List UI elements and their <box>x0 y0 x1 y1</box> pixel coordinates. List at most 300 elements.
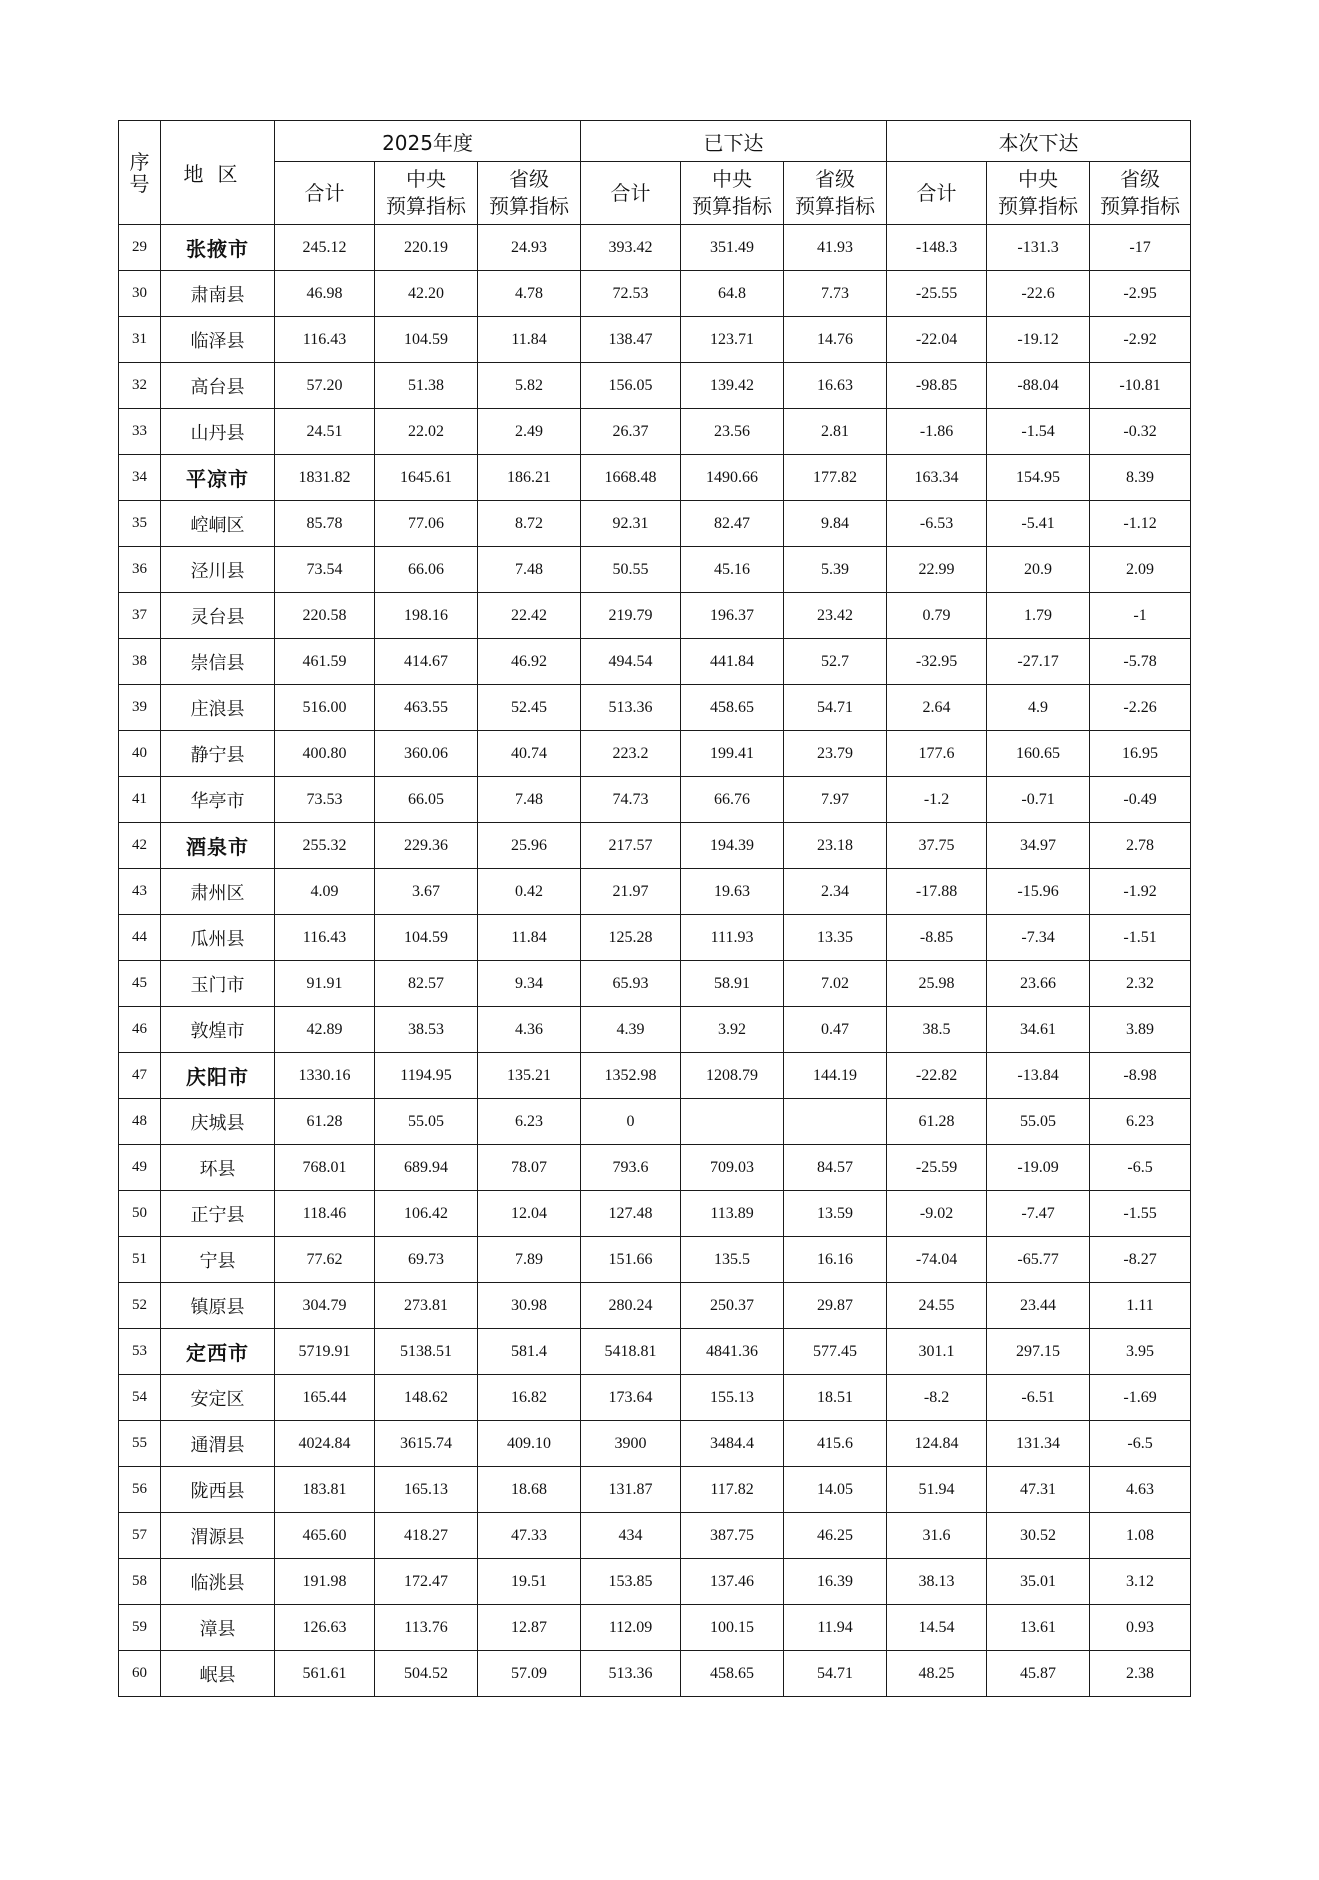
cell-central-current: -65.77 <box>987 1237 1090 1283</box>
cell-total-current: -25.55 <box>887 271 987 317</box>
cell-total-current: 2.64 <box>887 685 987 731</box>
cell-provincial-current: -1.55 <box>1090 1191 1191 1237</box>
cell-region: 庄浪县 <box>161 685 275 731</box>
cell-provincial-current: -8.27 <box>1090 1237 1191 1283</box>
cell-total-current: 48.25 <box>887 1651 987 1697</box>
cell-total-current: 38.5 <box>887 1007 987 1053</box>
cell-seq: 30 <box>119 271 161 317</box>
table-row <box>119 1421 1191 1467</box>
cell-central-issued: 137.46 <box>681 1559 784 1605</box>
header-provincial-line-2: 预算指标 <box>489 194 570 218</box>
cell-central-issued: 111.93 <box>681 915 784 961</box>
cell-total-current: 124.84 <box>887 1421 987 1467</box>
cell-region: 通渭县 <box>161 1421 275 1467</box>
cell-provincial-current: 2.78 <box>1090 823 1191 869</box>
table-row <box>119 915 1191 961</box>
cell-central-2025: 1645.61 <box>375 455 478 501</box>
cell-seq: 32 <box>119 363 161 409</box>
cell-provincial-issued: 18.51 <box>784 1375 887 1421</box>
cell-total-issued: 217.57 <box>581 823 681 869</box>
cell-central-2025: 1194.95 <box>375 1053 478 1099</box>
table-row <box>119 317 1191 363</box>
cell-provincial-current: -2.95 <box>1090 271 1191 317</box>
cell-region: 敦煌市 <box>161 1007 275 1053</box>
cell-central-issued: 458.65 <box>681 1651 784 1697</box>
cell-total-current: -32.95 <box>887 639 987 685</box>
cell-total-current: -17.88 <box>887 869 987 915</box>
cell-provincial-2025: 46.92 <box>478 639 581 685</box>
header-provincial-line-2: 预算指标 <box>1100 194 1181 218</box>
cell-central-current: -6.51 <box>987 1375 1090 1421</box>
cell-central-issued: 387.75 <box>681 1513 784 1559</box>
cell-total-issued: 1668.48 <box>581 455 681 501</box>
cell-central-current: -15.96 <box>987 869 1090 915</box>
table-row <box>119 1375 1191 1421</box>
cell-total-2025: 245.12 <box>275 225 375 271</box>
cell-seq: 37 <box>119 593 161 639</box>
cell-central-current: 34.97 <box>987 823 1090 869</box>
cell-central-2025: 113.76 <box>375 1605 478 1651</box>
cell-central-issued: 4841.36 <box>681 1329 784 1375</box>
cell-provincial-2025: 7.48 <box>478 777 581 823</box>
cell-total-current: 0.79 <box>887 593 987 639</box>
cell-central-2025: 51.38 <box>375 363 478 409</box>
table-row <box>119 731 1191 777</box>
header-seq-char-1: 序 <box>129 149 150 174</box>
header-group-current: 本次下达 <box>887 121 1191 162</box>
header-central-line-1: 中央 <box>712 167 753 191</box>
cell-seq: 40 <box>119 731 161 777</box>
cell-region: 庆城县 <box>161 1099 275 1145</box>
cell-total-current: -74.04 <box>887 1237 987 1283</box>
cell-seq: 51 <box>119 1237 161 1283</box>
cell-provincial-2025: 18.68 <box>478 1467 581 1513</box>
cell-provincial-issued: 23.18 <box>784 823 887 869</box>
cell-provincial-issued: 2.34 <box>784 869 887 915</box>
cell-provincial-current: -0.49 <box>1090 777 1191 823</box>
table-row <box>119 639 1191 685</box>
cell-seq: 31 <box>119 317 161 363</box>
cell-central-current: 47.31 <box>987 1467 1090 1513</box>
cell-region: 渭源县 <box>161 1513 275 1559</box>
cell-provincial-issued: 46.25 <box>784 1513 887 1559</box>
header-provincial-line-1: 省级 <box>509 167 550 191</box>
cell-central-2025: 66.05 <box>375 777 478 823</box>
cell-central-current: 35.01 <box>987 1559 1090 1605</box>
cell-region: 岷县 <box>161 1651 275 1697</box>
cell-provincial-2025: 24.93 <box>478 225 581 271</box>
cell-central-current: 34.61 <box>987 1007 1090 1053</box>
cell-region: 安定区 <box>161 1375 275 1421</box>
cell-seq: 29 <box>119 225 161 271</box>
cell-total-issued: 513.36 <box>581 685 681 731</box>
cell-provincial-2025: 0.42 <box>478 869 581 915</box>
cell-total-issued: 156.05 <box>581 363 681 409</box>
cell-total-issued: 0 <box>581 1099 681 1145</box>
cell-central-current: 30.52 <box>987 1513 1090 1559</box>
cell-provincial-2025: 12.04 <box>478 1191 581 1237</box>
cell-central-2025: 38.53 <box>375 1007 478 1053</box>
cell-central-2025: 273.81 <box>375 1283 478 1329</box>
budget-allocation-table <box>118 120 1191 1697</box>
cell-total-current: 51.94 <box>887 1467 987 1513</box>
table-row <box>119 685 1191 731</box>
cell-seq: 39 <box>119 685 161 731</box>
cell-central-2025: 42.20 <box>375 271 478 317</box>
cell-provincial-issued: 7.97 <box>784 777 887 823</box>
cell-central-current: -7.34 <box>987 915 1090 961</box>
cell-seq: 50 <box>119 1191 161 1237</box>
table-row <box>119 869 1191 915</box>
cell-total-2025: 561.61 <box>275 1651 375 1697</box>
cell-provincial-current: -1.69 <box>1090 1375 1191 1421</box>
cell-region: 高台县 <box>161 363 275 409</box>
cell-region: 瓜州县 <box>161 915 275 961</box>
cell-total-issued: 151.66 <box>581 1237 681 1283</box>
cell-provincial-2025: 11.84 <box>478 317 581 363</box>
cell-total-2025: 465.60 <box>275 1513 375 1559</box>
cell-provincial-2025: 16.82 <box>478 1375 581 1421</box>
cell-central-issued: 135.5 <box>681 1237 784 1283</box>
cell-provincial-2025: 40.74 <box>478 731 581 777</box>
cell-total-issued: 173.64 <box>581 1375 681 1421</box>
cell-provincial-2025: 9.34 <box>478 961 581 1007</box>
cell-seq: 52 <box>119 1283 161 1329</box>
cell-provincial-current: 4.63 <box>1090 1467 1191 1513</box>
cell-provincial-issued: 9.84 <box>784 501 887 547</box>
cell-provincial-issued: 13.59 <box>784 1191 887 1237</box>
cell-provincial-current: -1.12 <box>1090 501 1191 547</box>
cell-provincial-2025: 11.84 <box>478 915 581 961</box>
cell-seq: 55 <box>119 1421 161 1467</box>
cell-total-current: 22.99 <box>887 547 987 593</box>
cell-total-2025: 768.01 <box>275 1145 375 1191</box>
cell-provincial-issued: 13.35 <box>784 915 887 961</box>
header-central-issued <box>681 162 784 225</box>
cell-provincial-issued: 11.94 <box>784 1605 887 1651</box>
header-total-issued: 合计 <box>581 162 681 225</box>
cell-total-2025: 1831.82 <box>275 455 375 501</box>
cell-total-current: -1.86 <box>887 409 987 455</box>
cell-total-issued: 223.2 <box>581 731 681 777</box>
cell-central-2025: 148.62 <box>375 1375 478 1421</box>
cell-provincial-2025: 78.07 <box>478 1145 581 1191</box>
cell-central-current: -22.6 <box>987 271 1090 317</box>
table-row <box>119 1237 1191 1283</box>
cell-provincial-current: -2.26 <box>1090 685 1191 731</box>
cell-region: 庆阳市 <box>161 1053 275 1099</box>
cell-central-2025: 69.73 <box>375 1237 478 1283</box>
cell-seq: 45 <box>119 961 161 1007</box>
cell-region: 崇信县 <box>161 639 275 685</box>
table-row <box>119 225 1191 271</box>
cell-seq: 42 <box>119 823 161 869</box>
cell-total-current: -98.85 <box>887 363 987 409</box>
cell-provincial-2025: 409.10 <box>478 1421 581 1467</box>
cell-provincial-2025: 8.72 <box>478 501 581 547</box>
cell-central-2025: 104.59 <box>375 915 478 961</box>
cell-central-issued: 100.15 <box>681 1605 784 1651</box>
cell-provincial-current: -6.5 <box>1090 1421 1191 1467</box>
cell-central-2025: 220.19 <box>375 225 478 271</box>
table-row <box>119 1467 1191 1513</box>
cell-central-current: 160.65 <box>987 731 1090 777</box>
header-group-issued: 已下达 <box>581 121 887 162</box>
table-row <box>119 455 1191 501</box>
cell-provincial-current: 3.12 <box>1090 1559 1191 1605</box>
cell-central-current: -131.3 <box>987 225 1090 271</box>
header-provincial-2025 <box>478 162 581 225</box>
cell-provincial-issued: 5.39 <box>784 547 887 593</box>
cell-provincial-issued: 54.71 <box>784 685 887 731</box>
cell-total-current: -22.82 <box>887 1053 987 1099</box>
cell-central-current: -1.54 <box>987 409 1090 455</box>
cell-provincial-issued: 84.57 <box>784 1145 887 1191</box>
cell-provincial-2025: 5.82 <box>478 363 581 409</box>
header-provincial-line-1: 省级 <box>815 167 856 191</box>
cell-central-current: -5.41 <box>987 501 1090 547</box>
cell-region: 华亭市 <box>161 777 275 823</box>
table-row <box>119 1007 1191 1053</box>
cell-total-issued: 494.54 <box>581 639 681 685</box>
cell-total-current: 25.98 <box>887 961 987 1007</box>
cell-provincial-current: -17 <box>1090 225 1191 271</box>
cell-total-2025: 400.80 <box>275 731 375 777</box>
table-row <box>119 501 1191 547</box>
cell-total-2025: 73.53 <box>275 777 375 823</box>
cell-seq: 60 <box>119 1651 161 1697</box>
cell-provincial-2025: 47.33 <box>478 1513 581 1559</box>
header-seq-char-2: 号 <box>129 171 150 196</box>
cell-central-issued: 64.8 <box>681 271 784 317</box>
cell-total-2025: 116.43 <box>275 915 375 961</box>
cell-provincial-2025: 2.49 <box>478 409 581 455</box>
cell-central-2025: 3.67 <box>375 869 478 915</box>
cell-total-2025: 255.32 <box>275 823 375 869</box>
header-region: 地区 <box>161 121 275 225</box>
cell-region: 静宁县 <box>161 731 275 777</box>
cell-region: 山丹县 <box>161 409 275 455</box>
header-total-2025: 合计 <box>275 162 375 225</box>
cell-total-issued: 219.79 <box>581 593 681 639</box>
cell-central-issued: 441.84 <box>681 639 784 685</box>
cell-total-2025: 183.81 <box>275 1467 375 1513</box>
cell-provincial-current: -0.32 <box>1090 409 1191 455</box>
cell-provincial-issued: 144.19 <box>784 1053 887 1099</box>
cell-provincial-2025: 135.21 <box>478 1053 581 1099</box>
cell-total-issued: 434 <box>581 1513 681 1559</box>
cell-seq: 48 <box>119 1099 161 1145</box>
cell-central-issued: 155.13 <box>681 1375 784 1421</box>
cell-total-2025: 1330.16 <box>275 1053 375 1099</box>
cell-provincial-issued: 23.42 <box>784 593 887 639</box>
cell-provincial-current: -1 <box>1090 593 1191 639</box>
cell-central-current: -7.47 <box>987 1191 1090 1237</box>
cell-region: 漳县 <box>161 1605 275 1651</box>
header-central-line-1: 中央 <box>1018 167 1059 191</box>
cell-total-2025: 126.63 <box>275 1605 375 1651</box>
cell-total-2025: 118.46 <box>275 1191 375 1237</box>
cell-central-current: 1.79 <box>987 593 1090 639</box>
cell-provincial-issued: 415.6 <box>784 1421 887 1467</box>
cell-total-2025: 461.59 <box>275 639 375 685</box>
cell-total-2025: 42.89 <box>275 1007 375 1053</box>
header-central-current <box>987 162 1090 225</box>
table-row <box>119 1605 1191 1651</box>
table-header <box>119 121 1191 225</box>
cell-total-current: -6.53 <box>887 501 987 547</box>
cell-central-2025: 3615.74 <box>375 1421 478 1467</box>
cell-total-current: -1.2 <box>887 777 987 823</box>
cell-provincial-2025: 581.4 <box>478 1329 581 1375</box>
cell-total-current: 31.6 <box>887 1513 987 1559</box>
cell-central-2025: 504.52 <box>375 1651 478 1697</box>
cell-region: 定西市 <box>161 1329 275 1375</box>
cell-central-2025: 165.13 <box>375 1467 478 1513</box>
cell-central-2025: 22.02 <box>375 409 478 455</box>
cell-central-2025: 5138.51 <box>375 1329 478 1375</box>
cell-central-issued <box>681 1099 784 1145</box>
subheader-row <box>119 162 1191 225</box>
cell-total-issued: 513.36 <box>581 1651 681 1697</box>
cell-total-issued: 125.28 <box>581 915 681 961</box>
cell-provincial-current: -2.92 <box>1090 317 1191 363</box>
cell-provincial-current: 16.95 <box>1090 731 1191 777</box>
cell-region: 玉门市 <box>161 961 275 1007</box>
cell-region: 平凉市 <box>161 455 275 501</box>
cell-provincial-2025: 4.36 <box>478 1007 581 1053</box>
cell-central-current: -19.12 <box>987 317 1090 363</box>
cell-central-issued: 19.63 <box>681 869 784 915</box>
cell-provincial-issued: 14.05 <box>784 1467 887 1513</box>
cell-central-issued: 66.76 <box>681 777 784 823</box>
header-provincial-issued <box>784 162 887 225</box>
cell-seq: 56 <box>119 1467 161 1513</box>
cell-central-issued: 23.56 <box>681 409 784 455</box>
cell-total-issued: 127.48 <box>581 1191 681 1237</box>
cell-total-2025: 85.78 <box>275 501 375 547</box>
table-row <box>119 271 1191 317</box>
cell-central-current: 23.66 <box>987 961 1090 1007</box>
cell-central-issued: 458.65 <box>681 685 784 731</box>
table-row <box>119 1329 1191 1375</box>
header-provincial-current <box>1090 162 1191 225</box>
cell-provincial-2025: 6.23 <box>478 1099 581 1145</box>
cell-seq: 49 <box>119 1145 161 1191</box>
cell-central-issued: 196.37 <box>681 593 784 639</box>
cell-central-issued: 194.39 <box>681 823 784 869</box>
cell-central-2025: 77.06 <box>375 501 478 547</box>
cell-provincial-2025: 12.87 <box>478 1605 581 1651</box>
cell-total-2025: 191.98 <box>275 1559 375 1605</box>
cell-total-current: 163.34 <box>887 455 987 501</box>
cell-region: 肃州区 <box>161 869 275 915</box>
cell-total-2025: 165.44 <box>275 1375 375 1421</box>
cell-seq: 33 <box>119 409 161 455</box>
cell-total-current: 301.1 <box>887 1329 987 1375</box>
cell-region: 酒泉市 <box>161 823 275 869</box>
cell-region: 泾川县 <box>161 547 275 593</box>
cell-provincial-issued: 52.7 <box>784 639 887 685</box>
cell-provincial-current: -10.81 <box>1090 363 1191 409</box>
table-row <box>119 1145 1191 1191</box>
cell-seq: 41 <box>119 777 161 823</box>
cell-central-issued: 58.91 <box>681 961 784 1007</box>
header-provincial-line-1: 省级 <box>1120 167 1161 191</box>
cell-provincial-issued: 577.45 <box>784 1329 887 1375</box>
cell-total-2025: 304.79 <box>275 1283 375 1329</box>
cell-total-issued: 138.47 <box>581 317 681 363</box>
cell-region: 灵台县 <box>161 593 275 639</box>
table-row <box>119 1191 1191 1237</box>
cell-provincial-issued: 7.02 <box>784 961 887 1007</box>
cell-provincial-2025: 7.48 <box>478 547 581 593</box>
cell-region: 宁县 <box>161 1237 275 1283</box>
cell-total-current: -8.85 <box>887 915 987 961</box>
cell-central-current: -0.71 <box>987 777 1090 823</box>
cell-central-issued: 139.42 <box>681 363 784 409</box>
header-provincial-line-2: 预算指标 <box>795 194 876 218</box>
cell-total-2025: 116.43 <box>275 317 375 363</box>
table-row <box>119 363 1191 409</box>
header-central-line-2: 预算指标 <box>998 194 1079 218</box>
cell-total-issued: 5418.81 <box>581 1329 681 1375</box>
cell-total-2025: 4.09 <box>275 869 375 915</box>
cell-provincial-issued: 0.47 <box>784 1007 887 1053</box>
cell-total-issued: 50.55 <box>581 547 681 593</box>
cell-total-2025: 91.91 <box>275 961 375 1007</box>
cell-central-2025: 198.16 <box>375 593 478 639</box>
cell-provincial-issued: 16.16 <box>784 1237 887 1283</box>
cell-central-issued: 709.03 <box>681 1145 784 1191</box>
cell-total-2025: 24.51 <box>275 409 375 455</box>
table-row <box>119 593 1191 639</box>
cell-provincial-2025: 186.21 <box>478 455 581 501</box>
cell-total-2025: 77.62 <box>275 1237 375 1283</box>
header-central-2025 <box>375 162 478 225</box>
cell-region: 环县 <box>161 1145 275 1191</box>
cell-central-2025: 104.59 <box>375 317 478 363</box>
cell-seq: 43 <box>119 869 161 915</box>
cell-central-issued: 117.82 <box>681 1467 784 1513</box>
cell-central-issued: 3484.4 <box>681 1421 784 1467</box>
cell-central-issued: 351.49 <box>681 225 784 271</box>
cell-total-2025: 516.00 <box>275 685 375 731</box>
cell-total-current: 38.13 <box>887 1559 987 1605</box>
cell-provincial-current: -6.5 <box>1090 1145 1191 1191</box>
cell-total-issued: 3900 <box>581 1421 681 1467</box>
cell-provincial-2025: 4.78 <box>478 271 581 317</box>
cell-total-issued: 65.93 <box>581 961 681 1007</box>
cell-provincial-current: 0.93 <box>1090 1605 1191 1651</box>
cell-provincial-2025: 22.42 <box>478 593 581 639</box>
header-central-line-2: 预算指标 <box>692 194 773 218</box>
cell-provincial-issued: 54.71 <box>784 1651 887 1697</box>
cell-total-issued: 112.09 <box>581 1605 681 1651</box>
cell-total-issued: 92.31 <box>581 501 681 547</box>
cell-region: 正宁县 <box>161 1191 275 1237</box>
table-row <box>119 547 1191 593</box>
cell-central-current: 297.15 <box>987 1329 1090 1375</box>
cell-central-issued: 199.41 <box>681 731 784 777</box>
cell-provincial-2025: 19.51 <box>478 1559 581 1605</box>
cell-total-2025: 61.28 <box>275 1099 375 1145</box>
cell-central-current: -27.17 <box>987 639 1090 685</box>
cell-seq: 46 <box>119 1007 161 1053</box>
cell-provincial-issued: 41.93 <box>784 225 887 271</box>
cell-provincial-2025: 25.96 <box>478 823 581 869</box>
cell-total-issued: 393.42 <box>581 225 681 271</box>
